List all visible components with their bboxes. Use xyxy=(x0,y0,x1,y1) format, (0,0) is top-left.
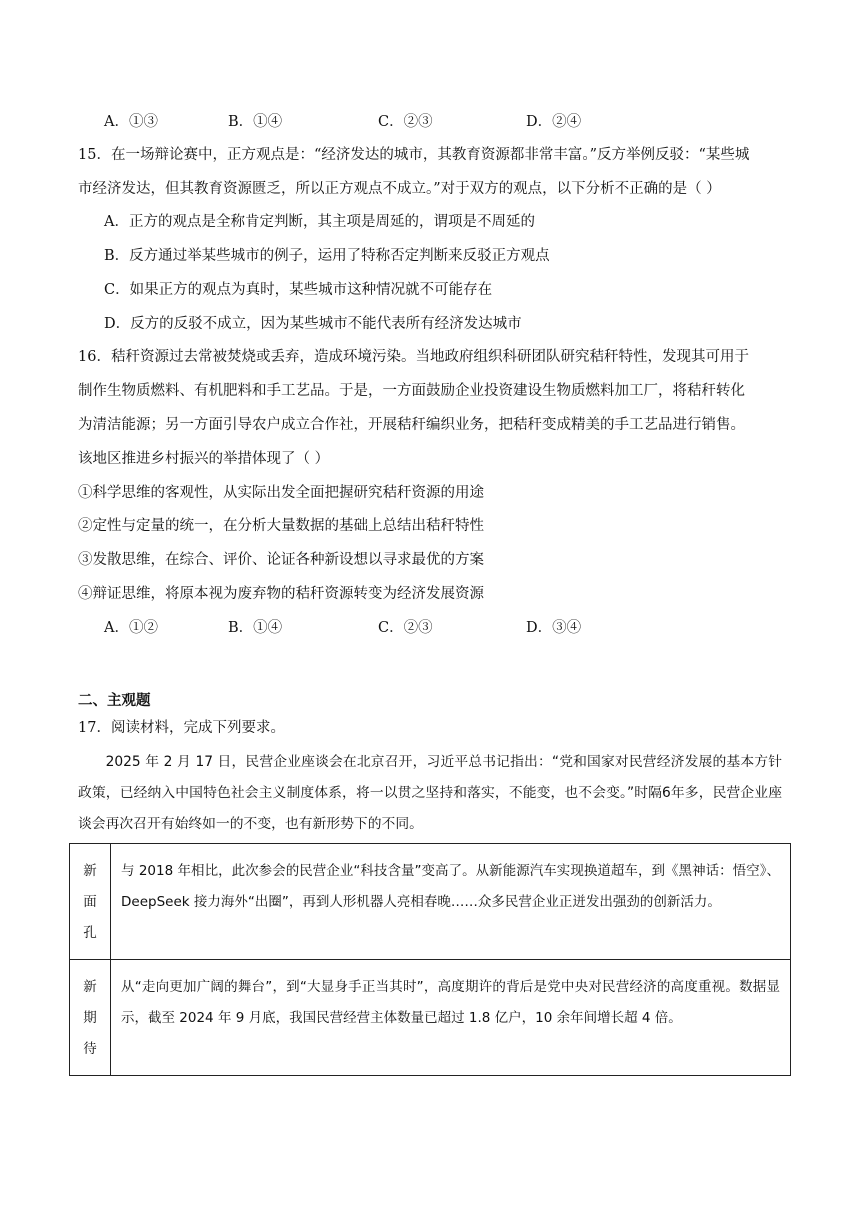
q16-option-b[interactable]: B．①④ xyxy=(228,620,283,636)
q15-option-c[interactable]: C．如果正方的观点为真时，某些城市这种情况就不可能存在 xyxy=(104,282,493,298)
q14-option-a[interactable]: A．①③ xyxy=(104,114,158,130)
q16-option-c[interactable]: C．②③ xyxy=(378,620,433,636)
q16-stem-line-1: 16．秸秆资源过去常被焚烧或丢弃，造成环境污染。当地政府组织科研团队研究秸秆特性，发现其可用于 xyxy=(78,349,749,365)
q16-options xyxy=(104,618,704,638)
q17-material xyxy=(78,747,782,840)
q14-option-c[interactable]: C．②③ xyxy=(378,114,433,130)
q14-option-d[interactable]: D．②④ xyxy=(526,114,582,130)
table-row xyxy=(70,844,791,960)
row-header-new-expectation: 新 期 待 xyxy=(70,960,111,1076)
table-row xyxy=(70,960,791,1076)
q16-stem-line-4: 该地区推进乡村振兴的举措体现了（ ） xyxy=(78,451,330,467)
q17-material-table xyxy=(69,843,791,1076)
row-header-new-face: 新 面 孔 xyxy=(70,844,111,960)
q15-stem-line-2: 市经济发达，但其教育资源匮乏，所以正方观点不成立。”对于双方的观点，以下分析不正确的是（ ） xyxy=(78,181,721,197)
q16-statement-3: ③发散思维，在综合、评价、论证各种新设想以寻求最优的方案 xyxy=(78,552,484,568)
q16-statement-1: ①科学思维的客观性，从实际出发全面把握研究秸秆资源的用途 xyxy=(78,485,484,501)
q15-stem-line-1: 15．在一场辩论赛中，正方观点是：“经济发达的城市，其教育资源都非常丰富。”反方举例反驳：“某些城 xyxy=(78,147,750,163)
q15-option-d[interactable]: D．反方的反驳不成立，因为某些城市不能代表所有经济发达城市 xyxy=(104,316,522,332)
section-title: 二、主观题 xyxy=(78,693,151,709)
q15-option-b[interactable]: B．反方通过举某些城市的例子，运用了特称否定判断来反驳正方观点 xyxy=(104,248,550,264)
q14-option-b[interactable]: B．①④ xyxy=(228,114,283,130)
q16-option-a[interactable]: A．①② xyxy=(104,620,158,636)
q16-option-d[interactable]: D．③④ xyxy=(526,620,582,636)
q17-stem: 17．阅读材料，完成下列要求。 xyxy=(78,720,285,736)
row-text-new-expectation: 从“走向更加广阔的舞台”，到“大显身手正当其时”，高度期许的背后是党中央对民营经济的高度重视。数据显示，截至 2024 年 9 月底，我国民营经营主体数量已超过 1.8 亿户，10 余年间增长超 4 倍。 xyxy=(111,960,791,1076)
q15-option-a[interactable]: A．正方的观点是全称肯定判断，其主项是周延的，谓项是不周延的 xyxy=(104,214,535,230)
q17-material-text: 2025 年 2 月 17 日，民营企业座谈会在北京召开，习近平总书记指出：“党和国家对民营经济发展的基本方针政策，已经纳入中国特色社会主义制度体系，将一以贯之坚持和落实，不能变，也不会变。”时隔6年多，民营企业座谈会再次召开有始终如一的不变，也有新形势下的不同。 xyxy=(78,754,782,832)
q16-stem-line-3: 为清洁能源；另一方面引导农户成立合作社，开展秸秆编织业务，把秸秆变成精美的手工艺品进行销售。 xyxy=(78,417,745,433)
q16-statement-2: ②定性与定量的统一，在分析大量数据的基础上总结出秸秆特性 xyxy=(78,518,484,534)
row-text-new-face: 与 2018 年相比，此次参会的民营企业“科技含量”变高了。从新能源汽车实现换道超车，到《黑神话：悟空》、DeepSeek 接力海外“出圈”，再到人形机器人亮相春晚……众多民营企业正迸发出强劲的创新活力。 xyxy=(111,844,791,960)
q16-statement-4: ④辩证思维，将原本视为废弃物的秸秆资源转变为经济发展资源 xyxy=(78,586,484,602)
q14-options xyxy=(104,112,704,132)
q16-stem-line-2: 制作生物质燃料、有机肥料和手工艺品。于是，一方面鼓励企业投资建设生物质燃料加工厂，将秸秆转化 xyxy=(78,383,745,399)
